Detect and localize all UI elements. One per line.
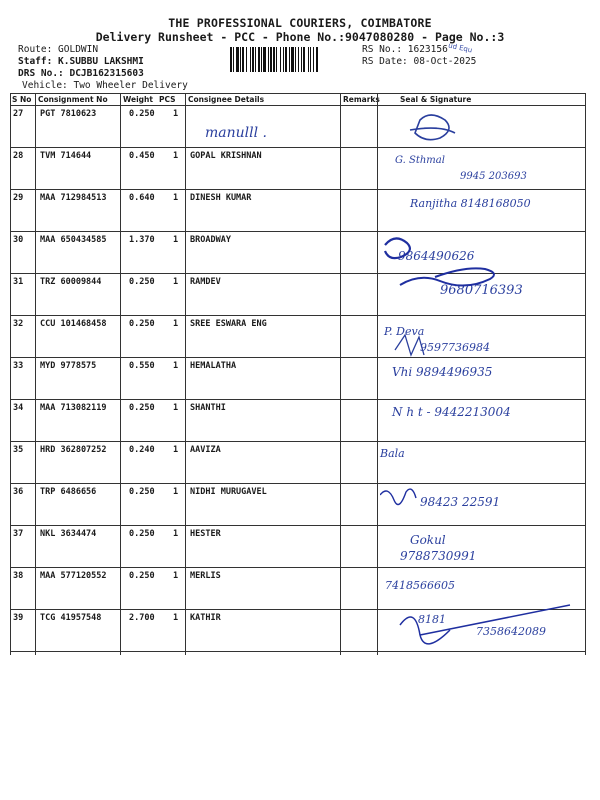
signature-scribbles — [380, 105, 590, 665]
row-signature: manulll . — [205, 125, 267, 141]
row-sno: 33 — [13, 361, 24, 371]
row-pcs: 1 — [173, 361, 179, 371]
row-weight: 0.250 — [129, 403, 155, 413]
col-weight: Weight — [123, 95, 153, 104]
row-sno: 34 — [13, 403, 24, 413]
row-sno: 30 — [13, 235, 24, 245]
row-signature: Bala — [380, 447, 405, 460]
row-weight: 0.640 — [129, 193, 155, 203]
col-seal: Seal & Signature — [400, 95, 472, 104]
row-signature: 8181 — [418, 613, 446, 626]
company-name: THE PROFESSIONAL COURIERS, COIMBATORE — [168, 16, 432, 30]
staff-label: Staff: K.SUBBU LAKSHMI — [18, 56, 144, 67]
row-sno: 32 — [13, 319, 24, 329]
row-sno: 31 — [13, 277, 24, 287]
row-consignment: MAA 577120552 — [40, 571, 107, 581]
col-remarks: Remarks — [343, 95, 380, 104]
barcode — [230, 47, 358, 72]
route-label: Route: GOLDWIN — [18, 44, 99, 55]
row-consignee: MERLIS — [190, 571, 221, 581]
row-weight: 0.250 — [129, 571, 155, 581]
row-pcs: 1 — [173, 193, 179, 203]
row-pcs: 1 — [173, 235, 179, 245]
row-weight: 0.240 — [129, 445, 155, 455]
row-consignment: TRZ 60009844 — [40, 277, 102, 287]
row-pcs: 1 — [173, 403, 179, 413]
row-weight: 2.700 — [129, 613, 155, 623]
col-consignment: Consignment No — [38, 95, 108, 104]
row-consignment: TRP 6486656 — [40, 487, 97, 497]
row-signature: Ranjitha 8148168050 — [410, 197, 531, 210]
row-signature: P. Deva — [384, 325, 425, 338]
vehicle-label: Vehicle: Two Wheeler Delivery — [22, 80, 188, 91]
row-signature: 9864490626 — [398, 249, 475, 263]
row-sno: 38 — [13, 571, 24, 581]
row-pcs: 1 — [173, 319, 179, 329]
row-pcs: 1 — [173, 487, 179, 497]
rs-number: RS No.: 1623156 — [362, 44, 448, 55]
col-sno: S No — [12, 95, 32, 104]
row-consignment: MAA 712984513 — [40, 193, 107, 203]
col-pcs: PCS — [159, 95, 176, 104]
row-pcs: 1 — [173, 109, 179, 119]
row-consignee: SREE ESWARA ENG — [190, 319, 267, 329]
rs-date: RS Date: 08-Oct-2025 — [362, 56, 477, 67]
row-consignee: BROADWAY — [190, 235, 231, 245]
row-pcs: 1 — [173, 277, 179, 287]
row-signature: N h t - 9442213004 — [392, 405, 511, 419]
row-signature: 98423 22591 — [420, 495, 501, 509]
row-signature: 9680716393 — [440, 283, 523, 298]
row-weight: 0.450 — [129, 151, 155, 161]
row-weight: 0.250 — [129, 319, 155, 329]
row-consignee: SHANTHI — [190, 403, 226, 413]
row-consignment: TVM 714644 — [40, 151, 92, 161]
row-consignee: GOPAL KRISHNAN — [190, 151, 262, 161]
row-signature: 7418566605 — [385, 579, 455, 592]
row-sno: 28 — [13, 151, 24, 161]
row-weight: 0.250 — [129, 487, 155, 497]
row-signature: G. Sthmal — [395, 155, 445, 166]
stamp-mark: ud Equ — [447, 41, 473, 55]
row-consignment: NKL 3634474 — [40, 529, 97, 539]
row-sno: 27 — [13, 109, 24, 119]
row-consignment: MAA 650434585 — [40, 235, 107, 245]
row-signature-phone: 7358642089 — [476, 625, 546, 638]
row-pcs: 1 — [173, 151, 179, 161]
row-sno: 39 — [13, 613, 24, 623]
row-consignment: TCG 41957548 — [40, 613, 102, 623]
row-weight: 0.250 — [129, 277, 155, 287]
row-sno: 35 — [13, 445, 24, 455]
row-signature-phone: 9945 203693 — [460, 171, 527, 182]
row-weight: 1.370 — [129, 235, 155, 245]
row-consignee: KATHIR — [190, 613, 221, 623]
row-consignee: RAMDEV — [190, 277, 221, 287]
row-consignee: HESTER — [190, 529, 221, 539]
row-signature-phone: 9788730991 — [400, 549, 477, 563]
row-pcs: 1 — [173, 529, 179, 539]
row-signature: Gokul — [410, 533, 446, 547]
row-pcs: 1 — [173, 613, 179, 623]
row-consignee: DINESH KUMAR — [190, 193, 252, 203]
row-signature-phone: 9597736984 — [420, 341, 490, 354]
row-consignee: HEMALATHA — [190, 361, 237, 371]
row-signature: Vhi 9894496935 — [392, 365, 493, 379]
row-sno: 29 — [13, 193, 24, 203]
row-consignee: NIDHI MURUGAVEL — [190, 487, 267, 497]
row-weight: 0.550 — [129, 361, 155, 371]
row-pcs: 1 — [173, 571, 179, 581]
row-consignee: AAVIZA — [190, 445, 221, 455]
row-pcs: 1 — [173, 445, 179, 455]
col-consignee: Consignee Details — [188, 95, 265, 104]
row-consignment: PGT 7810623 — [40, 109, 97, 119]
drs-number: DRS No.: DCJB162315603 — [18, 68, 144, 79]
row-weight: 0.250 — [129, 529, 155, 539]
row-consignment: HRD 362807252 — [40, 445, 107, 455]
row-consignment: CCU 101468458 — [40, 319, 107, 329]
runsheet-title: Delivery Runsheet - PCC - Phone No.:9047080280 - Page No.:3 — [95, 30, 505, 44]
row-sno: 36 — [13, 487, 24, 497]
row-consignment: MYD 9778575 — [40, 361, 97, 371]
row-sno: 37 — [13, 529, 24, 539]
row-consignment: MAA 713082119 — [40, 403, 107, 413]
row-weight: 0.250 — [129, 109, 155, 119]
